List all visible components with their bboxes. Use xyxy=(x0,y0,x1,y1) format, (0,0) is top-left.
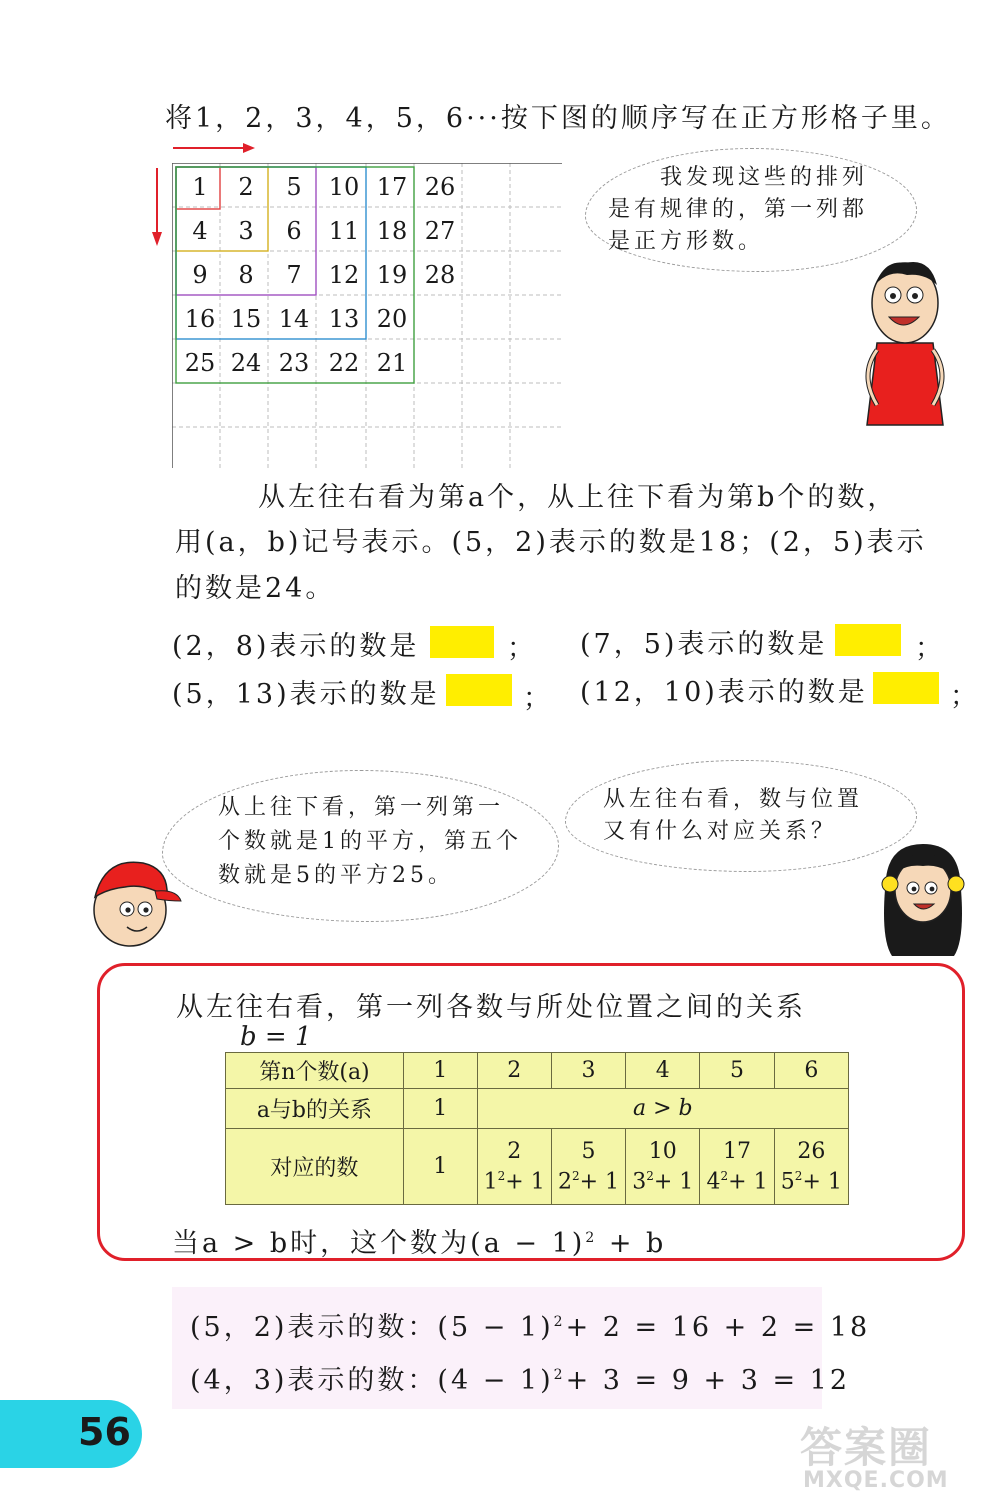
grid-cell: 2 xyxy=(238,173,254,201)
grid-cell: 27 xyxy=(424,217,456,245)
square-expr: $2^2+ 1$ xyxy=(557,1168,620,1195)
table-cell: 1 xyxy=(403,1089,477,1129)
watermark-url: MXQE.COM xyxy=(803,1468,949,1493)
square-expr: $4^2+ 1$ xyxy=(706,1168,768,1195)
bubble-text-line: 我发现这些的排列 xyxy=(660,165,869,190)
table-cell: 4 xyxy=(626,1053,700,1089)
grid-cell: 14 xyxy=(278,305,310,333)
explain-line: 用(a，b)记号表示。(5，2)表示的数是18；(2，5)表示 xyxy=(175,527,927,558)
number-grid xyxy=(172,163,562,468)
table-cell xyxy=(551,1129,625,1205)
grid-cell: 6 xyxy=(286,217,302,245)
grid-cell: 15 xyxy=(230,305,262,333)
grid-cell: 18 xyxy=(376,217,408,245)
grid-cell: 16 xyxy=(184,305,216,333)
bubble-text-line: 又有什么对应关系？ xyxy=(603,819,838,844)
relation-table xyxy=(225,1052,849,1205)
value: 2 xyxy=(507,1138,522,1164)
grid-cell: 10 xyxy=(328,173,360,201)
grid-cell: 5 xyxy=(286,173,302,201)
boy-cap-illustration xyxy=(85,855,185,950)
row-label: 第n个数(a) xyxy=(226,1053,404,1089)
explain-line: 的数是24。 xyxy=(175,573,336,604)
b-equals-one: b = 1 xyxy=(240,1022,312,1052)
grid-cell: 28 xyxy=(424,261,456,289)
answer-blank[interactable] xyxy=(430,626,494,658)
grid-cell: 12 xyxy=(328,261,360,289)
separator: ； xyxy=(507,633,537,664)
square-expr: $1^2+ 1$ xyxy=(483,1168,545,1195)
grid-cell: 4 xyxy=(192,217,208,245)
grid-cell: 9 xyxy=(192,261,208,289)
bubble-text-line: 是有规律的，第一列都 xyxy=(608,197,869,222)
question-7-5: (7，5)表示的数是 xyxy=(580,629,828,660)
bubble-text-line: 个数就是1的平方，第五个 xyxy=(218,829,522,854)
table-cell: 5 xyxy=(700,1053,774,1089)
boy-illustration xyxy=(855,255,955,435)
grid-cell: 3 xyxy=(238,217,254,245)
bubble-text-line: 从上往下看，第一列第一 xyxy=(218,795,505,820)
table-cell: a > b xyxy=(477,1089,848,1129)
down-arrow-icon xyxy=(151,168,163,246)
bubble-text-line: 从左往右看，数与位置 xyxy=(603,787,864,812)
row-label: 对应的数 xyxy=(226,1129,404,1205)
girl-illustration xyxy=(878,838,968,958)
row-label: a与b的关系 xyxy=(226,1089,404,1129)
table-cell xyxy=(774,1129,848,1205)
bubble-text-line: 数就是5的平方25。 xyxy=(218,863,454,888)
grid-cell: 24 xyxy=(230,349,262,377)
value: 17 xyxy=(723,1138,752,1164)
question-5-13: (5，13)表示的数是 xyxy=(172,679,440,710)
right-arrow-icon xyxy=(173,142,255,154)
question-12-10: (12，10)表示的数是 xyxy=(580,677,868,708)
intro-text: 将1，2，3，4，5，6···按下图的顺序写在正方形格子里。 xyxy=(165,103,951,134)
table-cell: 1 xyxy=(403,1129,477,1205)
example-line: (4，3)表示的数：$(4 - 1)^2+ 3 = 9 + 3 = 12$ xyxy=(190,1365,851,1396)
table-cell xyxy=(477,1129,551,1205)
separator: ； xyxy=(950,681,980,712)
formula: 当a > b时，这个数为$(a - 1)^2 + b$ xyxy=(172,1228,667,1259)
panel-title: 从左往右看，第一列各数与所处位置之间的关系 xyxy=(176,992,806,1023)
table-cell xyxy=(700,1129,774,1205)
value: 10 xyxy=(648,1138,677,1164)
grid-cell: 13 xyxy=(328,305,360,333)
table-cell: 3 xyxy=(551,1053,625,1089)
separator: ； xyxy=(915,633,945,664)
example-line: (5，2)表示的数：$(5 - 1)^2+ 2 = 16 + 2 = 18$ xyxy=(190,1312,871,1343)
answer-blank[interactable] xyxy=(873,672,939,704)
grid-cell: 11 xyxy=(328,217,360,245)
square-expr: $3^2+ 1$ xyxy=(632,1168,694,1195)
grid-cell: 22 xyxy=(328,349,360,377)
watermark-logo: 答案圈 xyxy=(800,1423,933,1472)
grid-cell: 25 xyxy=(184,349,216,377)
grid-cell: 17 xyxy=(376,173,408,201)
grid-cell: 19 xyxy=(376,261,408,289)
grid-cell: 7 xyxy=(286,261,302,289)
grid-cell: 8 xyxy=(238,261,254,289)
square-expr: $5^2+ 1$ xyxy=(780,1168,842,1195)
table-cell xyxy=(626,1129,700,1205)
value: 5 xyxy=(581,1138,596,1164)
page-number-tab xyxy=(0,1400,142,1468)
page-number: 56 xyxy=(78,1410,131,1454)
question-2-8: (2，8)表示的数是 xyxy=(172,631,420,662)
grid-cell: 20 xyxy=(376,305,408,333)
grid-cell: 23 xyxy=(278,349,310,377)
table-cell: 2 xyxy=(477,1053,551,1089)
grid-cell: 1 xyxy=(192,173,208,201)
separator: ； xyxy=(523,683,553,714)
bubble-text-line: 是正方形数。 xyxy=(608,229,765,254)
answer-blank[interactable] xyxy=(835,624,901,656)
table-cell: 1 xyxy=(403,1053,477,1089)
answer-blank[interactable] xyxy=(446,674,512,706)
explain-line: 从左往右看为第a个，从上往下看为第b个的数， xyxy=(258,482,898,513)
value: 26 xyxy=(797,1138,826,1164)
grid-cell: 21 xyxy=(376,349,408,377)
table-cell: 6 xyxy=(774,1053,848,1089)
grid-cell: 26 xyxy=(424,173,456,201)
